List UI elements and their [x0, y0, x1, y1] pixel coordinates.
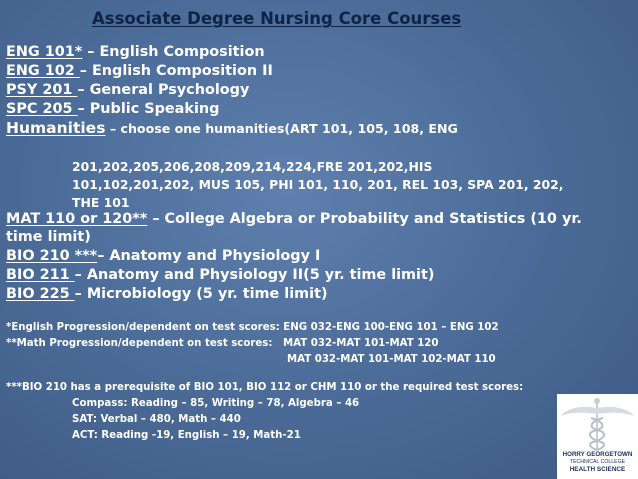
course-code: MAT 110 or 120** [6, 211, 148, 227]
note-sat-scores: SAT: Verbal – 480, Math – 440 [72, 414, 241, 425]
course-bio-225 [6, 285, 328, 304]
course-desc: – Microbiology (5 yr. time limit) [74, 286, 328, 302]
course-code: ENG 101* [6, 44, 83, 60]
humanities-options [72, 158, 563, 212]
course-code: BIO 211 [6, 267, 75, 283]
course-code: ENG 102 [6, 63, 80, 79]
course-desc: – Anatomy and Physiology II(5 yr. time limit) [74, 267, 435, 283]
course-desc: time limit) [6, 229, 91, 245]
humanities-line: 101,102,201,202, MUS 105, PHI 101, 110, 201, REL 103, SPA 201, 202, [72, 177, 564, 192]
course-desc: – English Composition [82, 44, 265, 60]
humanities-desc: – choose one humanities(ART 101, 105, 108, ENG [105, 121, 458, 136]
course-code: SPC 205 [6, 101, 78, 117]
course-code: BIO 210 *** [6, 248, 98, 264]
logo-line-3: HEALTH SCIENCE [569, 466, 626, 473]
course-desc: – College Algebra or Probability and Statistics (10 yr. [147, 211, 582, 227]
course-desc: – Public Speaking [77, 101, 220, 117]
note-math-progression-alt: MAT 032-MAT 101-MAT 102-MAT 110 [287, 354, 496, 365]
slide-title: Associate Degree Nursing Core Courses [92, 9, 462, 28]
logo-line-2: TECHNICAL COLLEGE [569, 459, 626, 465]
caduceus-icon [557, 394, 638, 452]
course-psy-201 [6, 81, 249, 100]
humanities-line: 201,202,205,206,208,209,214,224,FRE 201,202,HIS [72, 159, 433, 174]
humanities-line: THE 101 [72, 195, 130, 210]
course-code: PSY 201 [6, 82, 78, 98]
course-eng-101 [6, 43, 265, 62]
course-math [6, 210, 582, 229]
course-bio-211 [6, 266, 434, 285]
note-english-progression: *English Progression/dependent on test scores: ENG 032-ENG 100-ENG 101 – ENG 102 [6, 322, 499, 333]
note-math-progression: **Math Progression/dependent on test scores: MAT 032-MAT 101-MAT 120 [6, 338, 439, 349]
course-spc-205 [6, 100, 219, 119]
course-humanities [6, 119, 458, 139]
course-bio-210 [6, 247, 320, 266]
course-math-cont [6, 228, 91, 247]
note-bio-prerequisite: ***BIO 210 has a prerequisite of BIO 101, BIO 112 or CHM 110 or the required test scores: [6, 382, 524, 393]
course-code: BIO 225 [6, 286, 75, 302]
course-desc: – Anatomy and Physiology I [97, 248, 321, 264]
note-compass-scores: Compass: Reading – 85, Writing – 78, Algebra – 46 [72, 398, 360, 409]
note-act-scores: ACT: Reading -19, English – 19, Math-21 [72, 430, 301, 441]
course-desc: – General Psychology [77, 82, 250, 98]
humanities-label: Humanities [6, 119, 106, 137]
college-logo [557, 394, 638, 479]
course-desc: – English Composition II [79, 63, 273, 79]
logo-line-1: HORRY GEORGETOWN [562, 451, 633, 458]
course-eng-102 [6, 62, 273, 81]
